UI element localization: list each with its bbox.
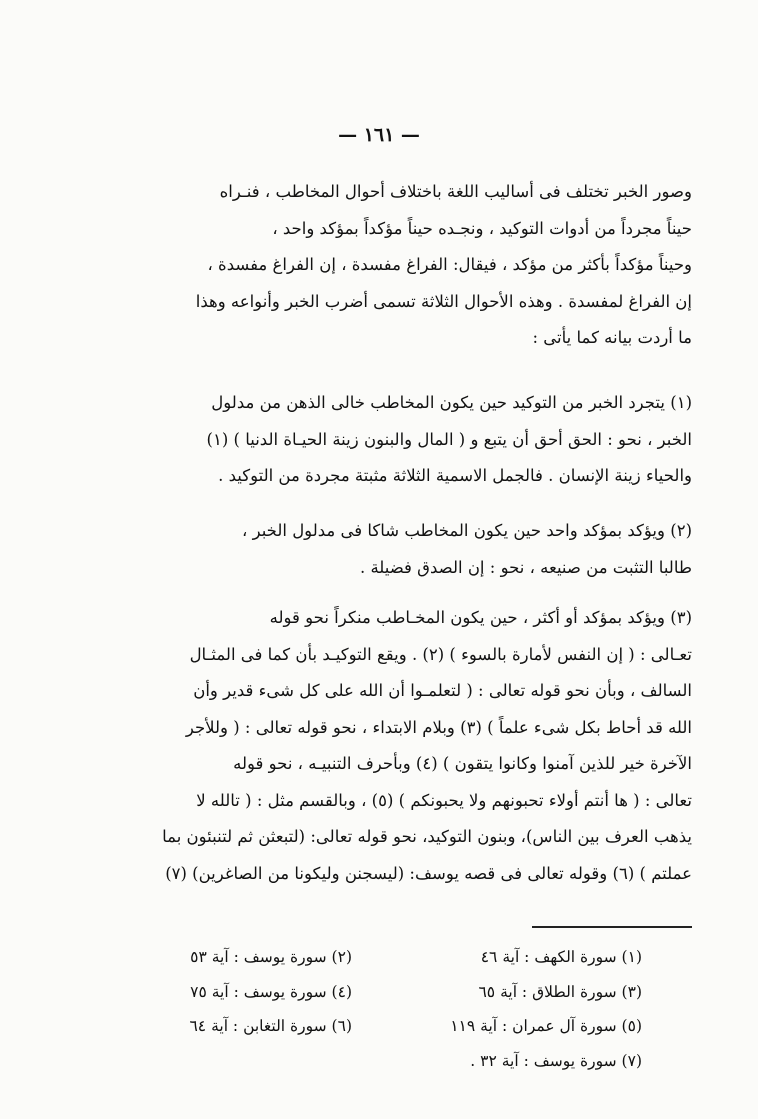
text-line: السالف ، وبأن نحو قوله تعالى : ( لتعلمـوا أن الله على كل شىء قدير وأن <box>193 681 692 700</box>
footnote-item: (٣) سورة الطلاق : آية ٦٥ <box>478 982 642 1001</box>
footnotes <box>112 940 642 1078</box>
text-line: الله قد أحاط بكل شىء علماً ) (٣) وبلام الابتداء ، نحو قوله تعالى : ( وللأجر <box>185 717 692 737</box>
text-line: تعـالى : ( إن النفس لأمارة بالسوء ) (٢) . ويقع التوكيـد بأن كما فى المثـال <box>189 644 692 664</box>
text-line: وحيناً مؤكداً بأكثر من مؤكد ، فيقال: الفراغ مفسدة ، إن الفراغ مفسدة ، <box>207 255 692 274</box>
text-line: يذهب العرف بين الناس)، وبنون التوكيد، نحو قوله تعالى: (لتبعثن ثم لتنبئون بما <box>162 827 692 846</box>
footnote-item <box>112 1044 352 1079</box>
text-line: وصور الخبر تختلف فى أساليب اللغة باختلاف أحوال المخاطب ، فنـراه <box>219 182 692 201</box>
footnote-item: (٢) سورة يوسف : آية ٥٣ <box>190 948 352 966</box>
footnote-row <box>112 1044 642 1079</box>
page-number: — ١٦١ — <box>338 124 420 146</box>
footnote-item: (٥) سورة آل عمران : آية ١١٩ <box>450 1017 642 1035</box>
text-line: (٢) ويؤكد بمؤكد واحد حين يكون المخاطب شاكا فى مدلول الخبر ، <box>242 521 692 540</box>
footnote-item: (٦) سورة التغابن : آية ٦٤ <box>189 1017 352 1035</box>
point-3-paragraph <box>56 600 692 892</box>
text-line: الخبر ، نحو : الحق أحق أن يتبع و ( المال والبنون زينة الحيـاة الدنيا ) (١) <box>206 429 692 449</box>
point-2-paragraph <box>56 513 692 586</box>
footnote-row <box>112 940 642 975</box>
footnote-item: (٧) سورة يوسف : آية ٣٢ . <box>470 1051 642 1070</box>
text-line: الآخرة خير للذين آمنوا وكانوا يتقون ) (٤) وبأحرف التنبيـه ، نحو قوله <box>233 754 692 773</box>
text-line: (٣) ويؤكد بمؤكد أو أكثر ، حين يكون المخـاطب منكراً نحو قوله <box>269 608 692 627</box>
point-1-paragraph <box>56 385 692 495</box>
text-line: والحياء زينة الإنسان . فالجمل الاسمية الثلاثة مثبتة مجردة من التوكيد . <box>218 466 692 485</box>
footnote-item: (١) سورة الكهف : آية ٤٦ <box>480 948 642 966</box>
footnote-item: (٤) سورة يوسف : آية ٧٥ <box>190 982 352 1001</box>
footnote-row <box>112 1009 642 1044</box>
footnote-divider <box>532 926 692 928</box>
text-line: عملتم ) (٦) وقوله تعالى فى قصه يوسف: (ليسجنن وليكونا من الصاغرين) (٧) <box>165 863 692 883</box>
text-line: طالبا التثبت من صنيعه ، نحو : إن الصدق فضيلة . <box>359 557 692 577</box>
intro-paragraph <box>56 174 692 357</box>
text-line: إن الفراغ لمفسدة . وهذه الأحوال الثلاثة تسمى أضرب الخبر وأنواعه وهذا <box>195 291 692 311</box>
footnote-row <box>112 975 642 1010</box>
text-line: (١) يتجرد الخبر من التوكيد حين يكون المخاطب خالى الذهن من مدلول <box>211 393 692 412</box>
text-line: حيناً مجرداً من أدوات التوكيد ، ونجـده حيناً مؤكداً بمؤكد واحد ، <box>272 218 692 238</box>
text-line: تعالى : ( ها أنتم أولاء تحبونهم ولا يحبونكم ) (٥) ، وبالقسم مثل : ( تالله لا <box>196 790 692 810</box>
text-line: ما أردت بيانه كما يأتى : <box>532 328 692 347</box>
